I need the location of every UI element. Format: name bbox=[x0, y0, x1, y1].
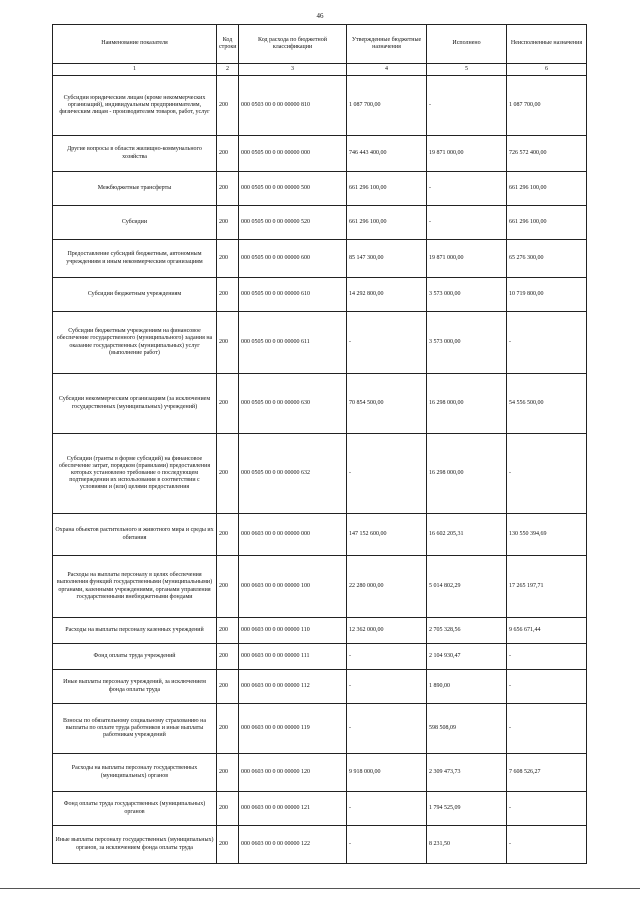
row-line-code: 200 bbox=[217, 240, 239, 278]
row-approved: 147 152 600,00 bbox=[347, 514, 427, 556]
page-number: 46 bbox=[316, 12, 324, 20]
row-unexecuted: 7 608 526,27 bbox=[507, 754, 587, 792]
row-executed: 1 890,00 bbox=[427, 670, 507, 704]
row-line-code: 200 bbox=[217, 76, 239, 136]
row-line-code: 200 bbox=[217, 312, 239, 374]
column-number: 3 bbox=[239, 64, 347, 76]
row-name: Межбюджетные трансферты bbox=[53, 172, 217, 206]
header-name: Наименование показателя bbox=[53, 25, 217, 64]
table-row bbox=[53, 278, 587, 312]
row-approved: 14 292 800,00 bbox=[347, 278, 427, 312]
row-executed: 3 573 000,00 bbox=[427, 312, 507, 374]
table-row bbox=[53, 76, 587, 136]
row-unexecuted: 130 550 394,69 bbox=[507, 514, 587, 556]
row-approved: 22 280 000,00 bbox=[347, 556, 427, 618]
budget-execution-table bbox=[52, 24, 587, 864]
row-unexecuted: - bbox=[507, 792, 587, 826]
row-budget-code: 000 0603 00 0 00 00000 121 bbox=[239, 792, 347, 826]
row-line-code: 200 bbox=[217, 704, 239, 754]
row-line-code: 200 bbox=[217, 826, 239, 864]
row-executed: - bbox=[427, 206, 507, 240]
table-row bbox=[53, 434, 587, 514]
row-unexecuted: - bbox=[507, 644, 587, 670]
row-budget-code: 000 0505 00 0 00 00000 000 bbox=[239, 136, 347, 172]
row-executed: 16 298 000,00 bbox=[427, 434, 507, 514]
row-approved: 70 854 500,00 bbox=[347, 374, 427, 434]
row-unexecuted: - bbox=[507, 670, 587, 704]
row-name: Взносы по обязательному социальному страхованию на выплаты по оплате труда работников и иные выплаты работникам учреждений bbox=[53, 704, 217, 754]
row-executed: 16 602 205,31 bbox=[427, 514, 507, 556]
row-executed: 16 298 000,00 bbox=[427, 374, 507, 434]
row-budget-code: 000 0505 00 0 00 00000 500 bbox=[239, 172, 347, 206]
row-budget-code: 000 0603 00 0 00 00000 000 bbox=[239, 514, 347, 556]
row-budget-code: 000 0603 00 0 00 00000 111 bbox=[239, 644, 347, 670]
row-budget-code: 000 0505 00 0 00 00000 630 bbox=[239, 374, 347, 434]
row-unexecuted: 1 087 700,00 bbox=[507, 76, 587, 136]
row-budget-code: 000 0505 00 0 00 00000 520 bbox=[239, 206, 347, 240]
row-line-code: 200 bbox=[217, 792, 239, 826]
row-budget-code: 000 0505 00 0 00 00000 610 bbox=[239, 278, 347, 312]
row-approved: - bbox=[347, 644, 427, 670]
row-name: Расходы на выплаты персоналу государственных (муниципальных) органов bbox=[53, 754, 217, 792]
row-approved: 1 087 700,00 bbox=[347, 76, 427, 136]
row-approved: 746 443 400,00 bbox=[347, 136, 427, 172]
row-approved: - bbox=[347, 312, 427, 374]
column-number: 5 bbox=[427, 64, 507, 76]
row-budget-code: 000 0505 00 0 00 00000 611 bbox=[239, 312, 347, 374]
row-executed: - bbox=[427, 76, 507, 136]
row-line-code: 200 bbox=[217, 514, 239, 556]
header-line-code: Код строки bbox=[217, 25, 239, 64]
row-executed: 19 871 000,00 bbox=[427, 240, 507, 278]
header-row bbox=[53, 25, 587, 64]
row-line-code: 200 bbox=[217, 278, 239, 312]
row-approved: 9 918 000,00 bbox=[347, 754, 427, 792]
row-unexecuted: - bbox=[507, 826, 587, 864]
row-executed: 8 231,50 bbox=[427, 826, 507, 864]
table-row bbox=[53, 618, 587, 644]
row-executed: 2 104 930,47 bbox=[427, 644, 507, 670]
row-line-code: 200 bbox=[217, 434, 239, 514]
row-budget-code: 000 0603 00 0 00 00000 120 bbox=[239, 754, 347, 792]
row-budget-code: 000 0603 00 0 00 00000 112 bbox=[239, 670, 347, 704]
row-executed: 19 871 000,00 bbox=[427, 136, 507, 172]
row-name: Другие вопросы в области жилищно-коммунального хозяйства bbox=[53, 136, 217, 172]
row-name: Охрана объектов растительного и животного мира и среды их обитания bbox=[53, 514, 217, 556]
row-name: Фонд оплаты труда учреждений bbox=[53, 644, 217, 670]
row-executed: 5 014 802,29 bbox=[427, 556, 507, 618]
row-unexecuted: 10 719 800,00 bbox=[507, 278, 587, 312]
row-unexecuted: 661 296 100,00 bbox=[507, 206, 587, 240]
row-approved: 661 296 100,00 bbox=[347, 206, 427, 240]
row-executed: 3 573 000,00 bbox=[427, 278, 507, 312]
row-approved: - bbox=[347, 704, 427, 754]
column-number: 4 bbox=[347, 64, 427, 76]
row-executed: 1 794 525,09 bbox=[427, 792, 507, 826]
row-line-code: 200 bbox=[217, 754, 239, 792]
row-unexecuted: 9 656 671,44 bbox=[507, 618, 587, 644]
row-unexecuted: - bbox=[507, 434, 587, 514]
row-unexecuted: 661 296 100,00 bbox=[507, 172, 587, 206]
row-approved: 661 296 100,00 bbox=[347, 172, 427, 206]
row-budget-code: 000 0603 00 0 00 00000 119 bbox=[239, 704, 347, 754]
row-unexecuted: 54 556 500,00 bbox=[507, 374, 587, 434]
row-line-code: 200 bbox=[217, 556, 239, 618]
table-row bbox=[53, 556, 587, 618]
table-row bbox=[53, 704, 587, 754]
table-row bbox=[53, 514, 587, 556]
row-unexecuted: 17 265 197,71 bbox=[507, 556, 587, 618]
row-approved: - bbox=[347, 792, 427, 826]
row-approved: - bbox=[347, 826, 427, 864]
row-name: Иные выплаты персоналу государственных (муниципальных) органов, за исключением фонда оплаты труда bbox=[53, 826, 217, 864]
table-row bbox=[53, 792, 587, 826]
column-number: 2 bbox=[217, 64, 239, 76]
row-budget-code: 000 0503 00 0 00 00000 810 bbox=[239, 76, 347, 136]
row-budget-code: 000 0505 00 0 00 00000 600 bbox=[239, 240, 347, 278]
row-approved: - bbox=[347, 670, 427, 704]
row-approved: 85 147 300,00 bbox=[347, 240, 427, 278]
row-line-code: 200 bbox=[217, 618, 239, 644]
row-unexecuted: 726 572 400,00 bbox=[507, 136, 587, 172]
row-executed: - bbox=[427, 172, 507, 206]
row-line-code: 200 bbox=[217, 670, 239, 704]
row-name: Субсидии некоммерческим организациям (за исключением государственных (муниципальных) учреждений) bbox=[53, 374, 217, 434]
row-executed: 598 508,09 bbox=[427, 704, 507, 754]
row-name: Субсидии юридическим лицам (кроме некоммерческих организаций), индивидуальным предпринимателям, физическим лицам - производителям товаров, работ, услуг bbox=[53, 76, 217, 136]
header-budget-code: Код расхода по бюджетной классификации bbox=[239, 25, 347, 64]
row-name: Субсидии бюджетным учреждениям bbox=[53, 278, 217, 312]
row-line-code: 200 bbox=[217, 206, 239, 240]
header-unexecuted: Неисполненные назначения bbox=[507, 25, 587, 64]
row-name: Расходы на выплаты персоналу в целях обеспечения выполнения функций государственными (муниципальными) органами, казенными учреждениями, органами управления государственными внебюджетными фондами bbox=[53, 556, 217, 618]
table-row bbox=[53, 644, 587, 670]
column-number: 1 bbox=[53, 64, 217, 76]
row-budget-code: 000 0603 00 0 00 00000 110 bbox=[239, 618, 347, 644]
row-unexecuted: - bbox=[507, 312, 587, 374]
row-name: Субсидии bbox=[53, 206, 217, 240]
table-row bbox=[53, 754, 587, 792]
row-executed: 2 705 328,56 bbox=[427, 618, 507, 644]
row-budget-code: 000 0603 00 0 00 00000 100 bbox=[239, 556, 347, 618]
table-row bbox=[53, 374, 587, 434]
row-name: Предоставление субсидий бюджетным, автономным учреждениям и иным некоммерческим организациям bbox=[53, 240, 217, 278]
table-row bbox=[53, 312, 587, 374]
row-line-code: 200 bbox=[217, 644, 239, 670]
page-bottom-rule bbox=[0, 888, 640, 889]
row-executed: 2 309 473,73 bbox=[427, 754, 507, 792]
row-line-code: 200 bbox=[217, 374, 239, 434]
row-name: Фонд оплаты труда государственных (муниципальных) органов bbox=[53, 792, 217, 826]
row-name: Субсидии (гранты в форме субсидий) на финансовое обеспечение затрат, порядком (правилами) предоставления которых установлено требование о последующем подтверждении их использования в соответствии с условиями и (или) целями предоставления bbox=[53, 434, 217, 514]
table-row bbox=[53, 172, 587, 206]
row-name: Субсидии бюджетным учреждениям на финансовое обеспечение государственного (муниципального) задания на оказание государственных (муниципальных) услуг (выполнение работ) bbox=[53, 312, 217, 374]
row-name: Расходы на выплаты персоналу казенных учреждений bbox=[53, 618, 217, 644]
row-budget-code: 000 0603 00 0 00 00000 122 bbox=[239, 826, 347, 864]
table-row bbox=[53, 240, 587, 278]
column-number: 6 bbox=[507, 64, 587, 76]
header-executed: Исполнено bbox=[427, 25, 507, 64]
table-row bbox=[53, 206, 587, 240]
row-approved: 12 362 000,00 bbox=[347, 618, 427, 644]
column-number-row bbox=[53, 64, 587, 76]
row-budget-code: 000 0505 00 0 00 00000 632 bbox=[239, 434, 347, 514]
row-line-code: 200 bbox=[217, 136, 239, 172]
table-row bbox=[53, 826, 587, 864]
row-unexecuted: - bbox=[507, 704, 587, 754]
table-row bbox=[53, 136, 587, 172]
table-row bbox=[53, 670, 587, 704]
row-approved: - bbox=[347, 434, 427, 514]
row-line-code: 200 bbox=[217, 172, 239, 206]
row-name: Иные выплаты персоналу учреждений, за исключением фонда оплаты труда bbox=[53, 670, 217, 704]
header-approved: Утвержденные бюджетные назначения bbox=[347, 25, 427, 64]
row-unexecuted: 65 276 300,00 bbox=[507, 240, 587, 278]
